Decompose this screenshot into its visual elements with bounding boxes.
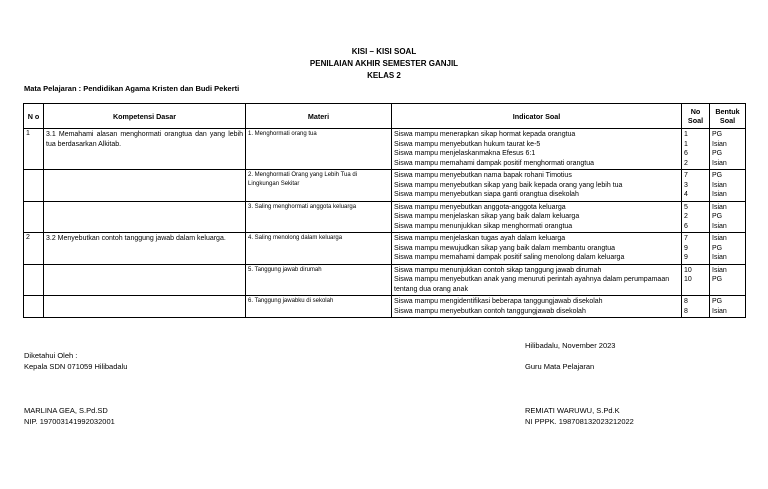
principal-nip: NIP. 197003141992032001 bbox=[24, 417, 115, 426]
header-form: Bentuk Soal bbox=[710, 104, 746, 129]
question-number: 7 bbox=[684, 172, 688, 179]
grade-label: KELAS 2 bbox=[367, 71, 401, 80]
indicator-text: Siswa mampu memahami dampak positif saling menolong dalam keluarga bbox=[394, 254, 625, 261]
indicator-cell bbox=[392, 129, 682, 170]
material-cell: 2. Menghormati Orang yang Lebih Tua di Lingkungan Sekitar bbox=[246, 170, 392, 202]
question-number: 2 bbox=[684, 213, 688, 220]
indicator-cell bbox=[392, 201, 682, 233]
table-row bbox=[24, 233, 746, 265]
question-no-cell bbox=[682, 170, 710, 202]
principal-title: Kepala SDN 071059 Hilibadalu bbox=[24, 362, 128, 371]
row-number bbox=[24, 201, 44, 233]
question-no-cell bbox=[682, 264, 710, 296]
question-form-cell bbox=[710, 296, 746, 318]
material-cell: 1. Menghormati orang tua bbox=[246, 129, 392, 170]
competency-cell: 3.1 Memahami alasan menghormati orangtua dan yang lebih tua berdasarkan Alkitab. bbox=[44, 129, 246, 170]
question-form: PG bbox=[712, 172, 723, 179]
question-number: 7 bbox=[684, 235, 688, 242]
header-no: N o bbox=[24, 104, 44, 129]
question-number: 6 bbox=[684, 150, 688, 157]
question-number: 4 bbox=[684, 191, 688, 198]
question-number: 8 bbox=[684, 298, 688, 305]
question-form: Isian bbox=[712, 307, 727, 315]
table-row bbox=[24, 264, 746, 296]
indicator-text: Siswa mampu menjelaskanmakna Efesus 6:1 bbox=[394, 150, 536, 157]
indicator-text: Siswa mampu menyebutkan contoh tanggungjawab disekolah bbox=[394, 307, 586, 315]
question-number: 10 bbox=[684, 276, 692, 283]
indicator-text: Siswa mampu mengidentifikasi beberapa tanggungjawab disekolah bbox=[394, 298, 603, 305]
question-form: Isian bbox=[712, 203, 727, 211]
question-no-cell bbox=[682, 201, 710, 233]
indicator-text: Siswa mampu menyebutkan anggota-anggota keluarga bbox=[394, 203, 566, 211]
question-number: 10 bbox=[684, 266, 692, 274]
question-form-cell bbox=[710, 264, 746, 296]
question-form: Isian bbox=[712, 181, 727, 189]
table-row bbox=[24, 296, 746, 318]
teacher-title: Guru Mata Pelajaran bbox=[525, 362, 595, 371]
material-cell: 5. Tanggung jawab dirumah bbox=[246, 264, 392, 296]
question-number: 9 bbox=[684, 244, 688, 252]
indicator-cell bbox=[392, 170, 682, 202]
question-form: PG bbox=[712, 244, 723, 252]
row-number bbox=[24, 170, 44, 202]
material-cell: 6. Tanggung jawabku di sekolah bbox=[246, 296, 392, 318]
row-number: 1 bbox=[24, 129, 44, 170]
indicator-cell bbox=[392, 264, 682, 296]
question-form: Isian bbox=[712, 140, 727, 148]
teacher-name: REMIATI WARUWU, S.Pd.K bbox=[525, 406, 620, 415]
table-header-row bbox=[24, 104, 746, 129]
question-no-cell bbox=[682, 129, 710, 170]
header-question-no: No Soal bbox=[682, 104, 710, 129]
indicator-text: Siswa mampu menunjukkan contoh sikap tanggung jawab dirumah bbox=[394, 266, 602, 274]
row-number bbox=[24, 264, 44, 296]
acknowledged-label: Diketahui Oleh : bbox=[24, 351, 78, 360]
competency-cell bbox=[44, 201, 246, 233]
question-number: 3 bbox=[684, 181, 688, 189]
principal-name: MARLINA GEA, S.Pd.SD bbox=[24, 406, 108, 415]
question-no-cell bbox=[682, 233, 710, 265]
indicator-text: Siswa mampu menjelaskan tugas ayah dalam keluarga bbox=[394, 235, 566, 242]
question-form-cell bbox=[710, 201, 746, 233]
question-form: PG bbox=[712, 276, 723, 283]
question-form: Isian bbox=[712, 222, 727, 230]
question-number: 1 bbox=[684, 140, 688, 148]
document-title: KISI – KISI SOAL bbox=[351, 47, 417, 56]
question-number: 9 bbox=[684, 254, 688, 261]
table-row bbox=[24, 129, 746, 170]
teacher-nip: NI PPPK. 198708132023212022 bbox=[525, 417, 634, 426]
subject-line: Mata Pelajaran : Pendidikan Agama Kristen dan Budi Pekerti bbox=[24, 84, 240, 93]
question-form: Isian bbox=[712, 159, 727, 167]
indicator-text: Siswa mampu menyebutkan hukum taurat ke-5 bbox=[394, 140, 541, 148]
indicator-text: Siswa mampu memahami dampak positif menghormati orangtua bbox=[394, 159, 594, 167]
competency-cell bbox=[44, 296, 246, 318]
question-form-cell bbox=[710, 129, 746, 170]
question-number: 1 bbox=[684, 131, 688, 138]
indicator-text: Siswa mampu menyebutkan siapa ganti orangtua disekolah bbox=[394, 191, 579, 198]
row-number bbox=[24, 296, 44, 318]
competency-cell bbox=[44, 264, 246, 296]
question-number: 8 bbox=[684, 307, 688, 315]
indicator-text: Siswa mampu menyebutkan anak yang menuruti perintah ayahnya dalam perumpamaan tentang dua orang anak bbox=[394, 276, 670, 293]
indicator-text: Siswa mampu menjelaskan sikap yang baik dalam keluarga bbox=[394, 213, 580, 220]
question-no-cell bbox=[682, 296, 710, 318]
indicator-text: Siswa mampu mewujudkan sikap yang baik dalam membantu orangtua bbox=[394, 244, 616, 252]
table-row bbox=[24, 201, 746, 233]
table-body bbox=[24, 129, 746, 318]
question-form: PG bbox=[712, 298, 723, 305]
indicator-cell bbox=[392, 233, 682, 265]
document-subtitle: PENILAIAN AKHIR SEMESTER GANJIL bbox=[309, 59, 459, 68]
question-form: Isian bbox=[712, 235, 727, 242]
indicator-text: Siswa mampu menunjukkan sikap menghormati orangtua bbox=[394, 222, 573, 230]
question-number: 2 bbox=[684, 159, 688, 167]
indicator-text: Siswa mampu menyebutkan nama bapak rohani Timotius bbox=[394, 172, 572, 179]
question-form: PG bbox=[712, 131, 723, 138]
question-form-cell bbox=[710, 170, 746, 202]
question-number: 5 bbox=[684, 203, 688, 211]
competency-cell: 3.2 Menyebutkan contoh tanggung jawab dalam keluarga. bbox=[44, 233, 246, 265]
competency-cell bbox=[44, 170, 246, 202]
question-form: Isian bbox=[712, 266, 727, 274]
material-cell: 4. Saling menolong dalam keluarga bbox=[246, 233, 392, 265]
row-number: 2 bbox=[24, 233, 44, 265]
indicator-text: Siswa mampu menyebutkan sikap yang baik kepada orang yang lebih tua bbox=[394, 181, 623, 189]
question-form: Isian bbox=[712, 254, 727, 261]
place-date: Hilibadalu, November 2023 bbox=[525, 341, 616, 350]
header-competency: Kompetensi Dasar bbox=[44, 104, 246, 129]
kisi-table bbox=[23, 103, 746, 318]
question-form: PG bbox=[712, 213, 723, 220]
question-form: Isian bbox=[712, 191, 727, 198]
indicator-text: Siswa mampu menerapkan sikap hormat kepada orangtua bbox=[394, 131, 576, 138]
question-form: PG bbox=[712, 150, 723, 157]
question-number: 6 bbox=[684, 222, 688, 230]
material-cell: 3. Saling menghormati anggota keluarga bbox=[246, 201, 392, 233]
header-material: Materi bbox=[246, 104, 392, 129]
indicator-cell bbox=[392, 296, 682, 318]
question-form-cell bbox=[710, 233, 746, 265]
header-indicator: Indicator Soal bbox=[392, 104, 682, 129]
table-row bbox=[24, 170, 746, 202]
